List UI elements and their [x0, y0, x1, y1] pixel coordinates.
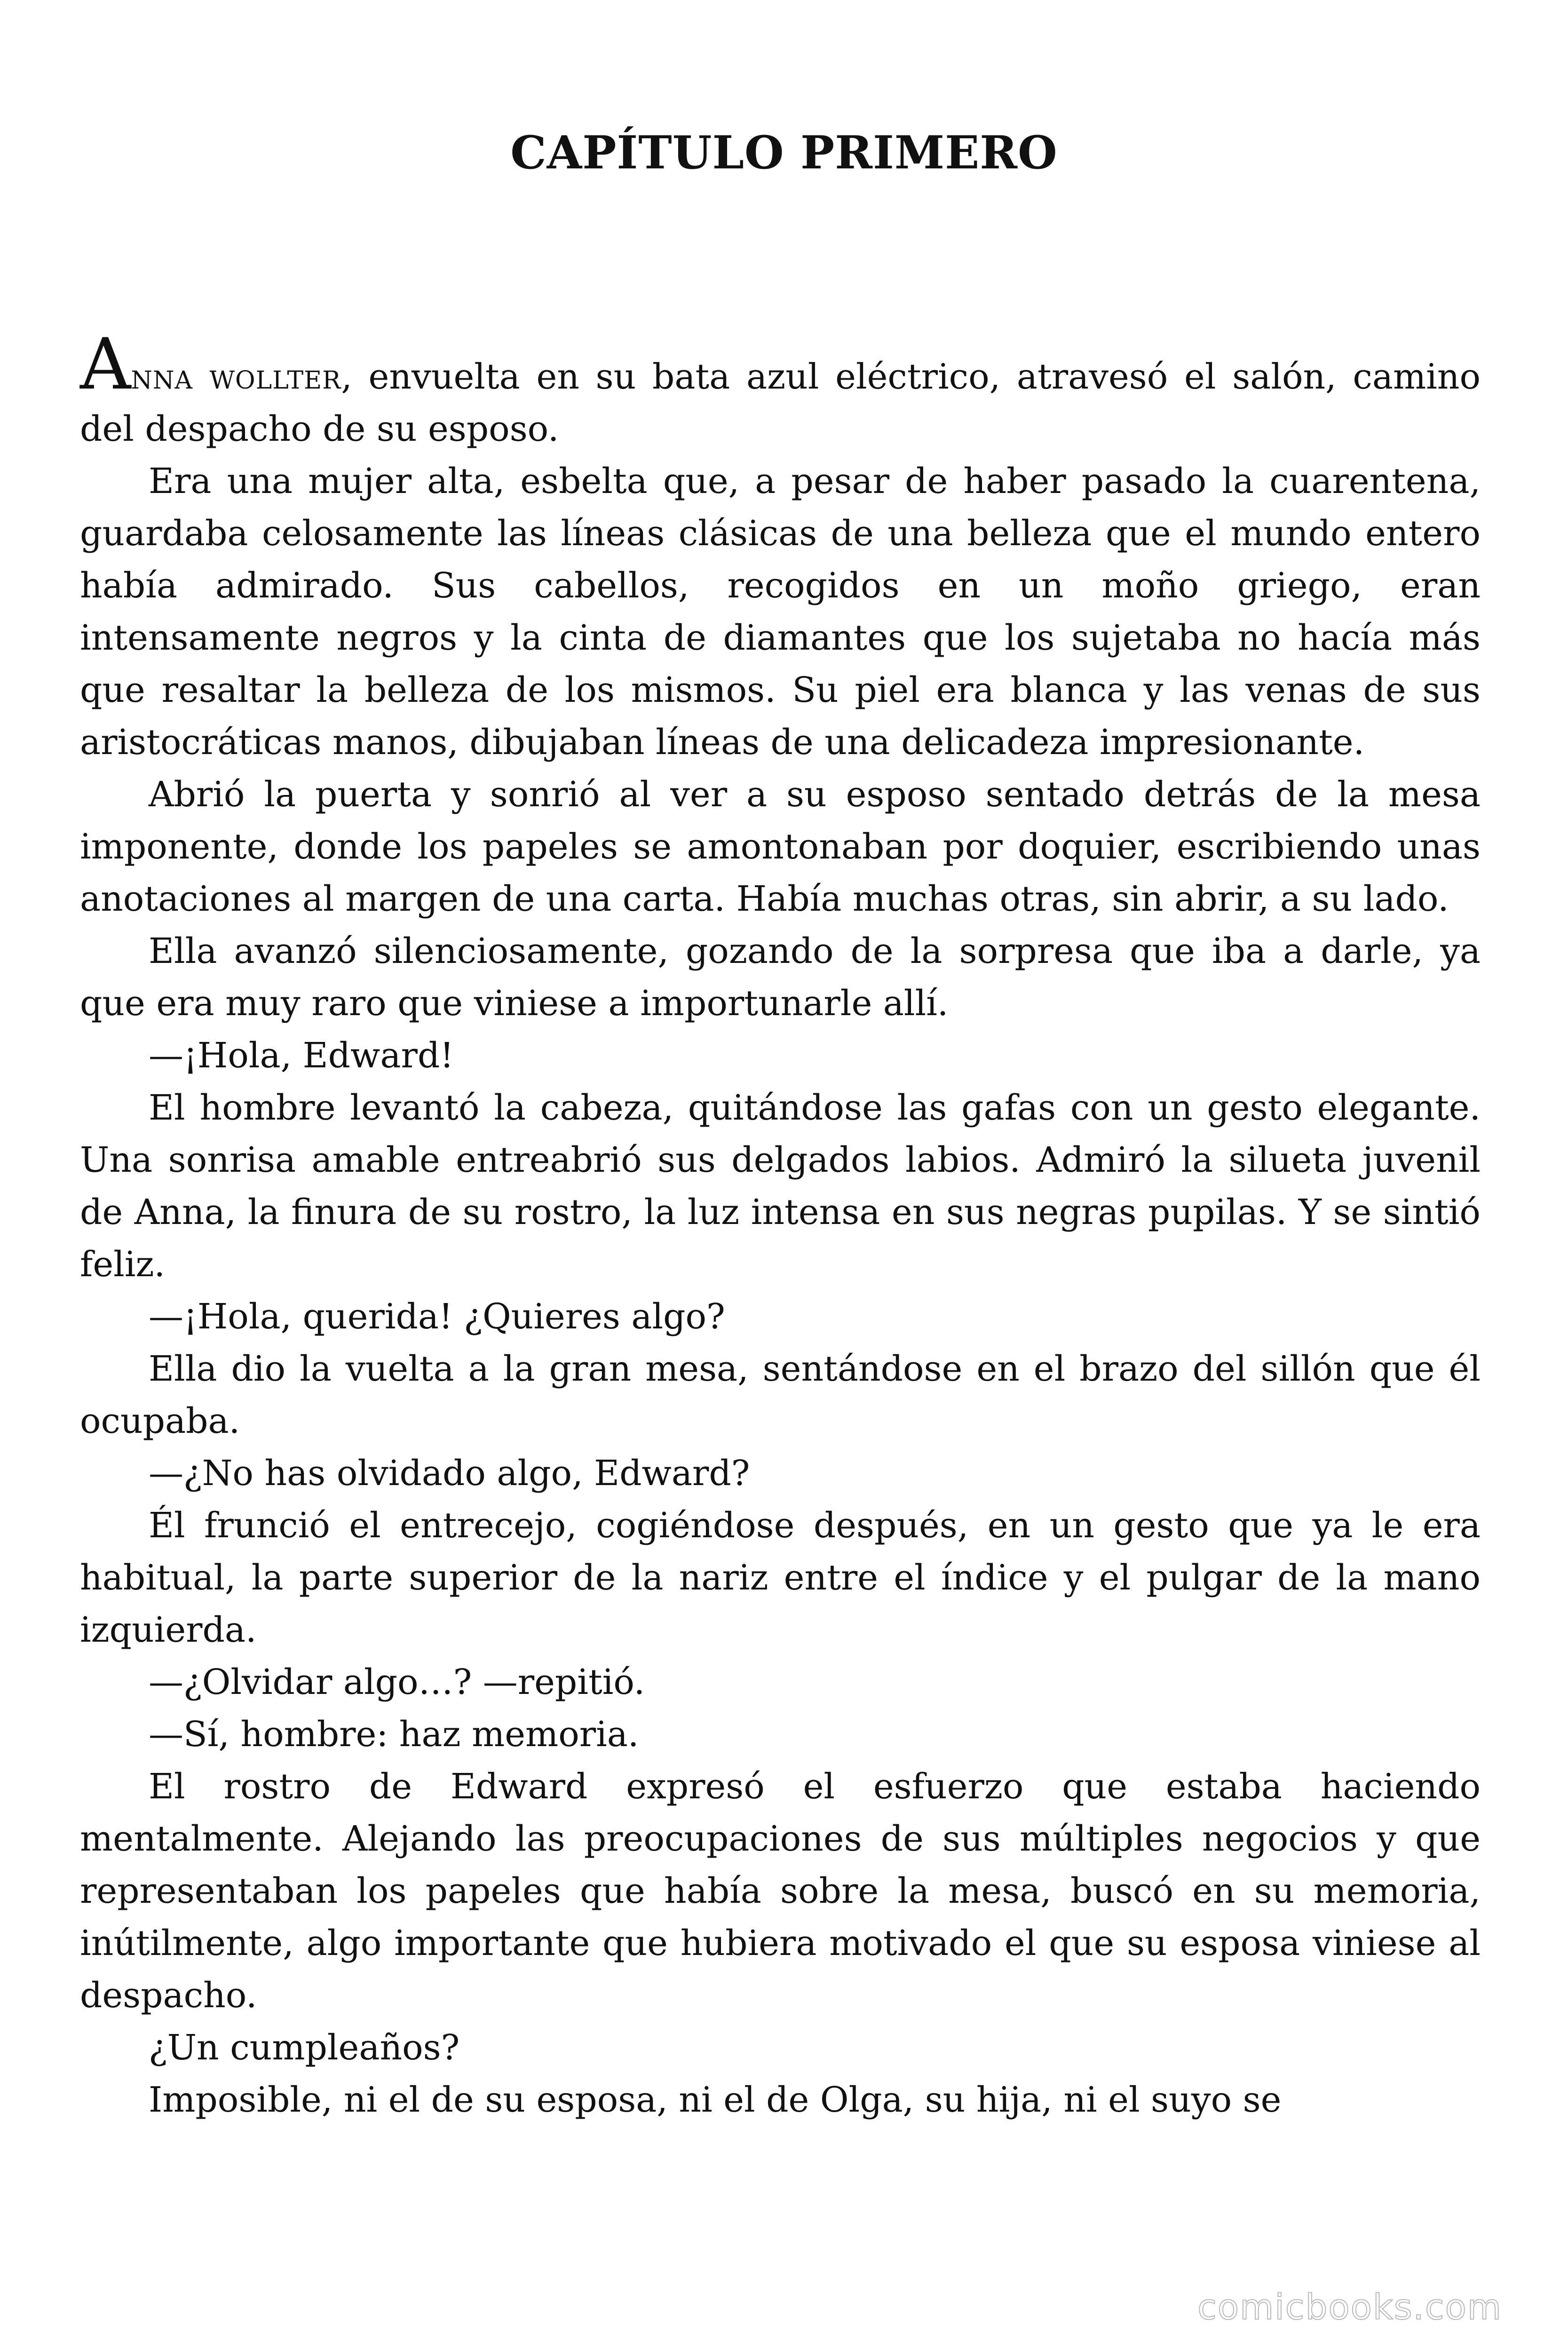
- paragraph-6: El hombre levantó la cabeza, quitándose las gafas con un gesto elegante. Una sonrisa amable entreabrió sus delgados labios. Admiró la silueta juvenil de Anna, la finura de su rostro, la luz intensa en sus negras pupilas. Y se sintió feliz.: [80, 1088, 1481, 1285]
- drop-cap: A: [80, 324, 131, 405]
- dialogue-line: —¿Olvidar algo…? —repitió.: [149, 1662, 645, 1702]
- paragraph-8: Ella dio la vuelta a la gran mesa, sentándose en el brazo del sillón que él ocupaba.: [80, 1349, 1481, 1441]
- watermark: comicbooks.com: [1197, 2287, 1502, 2328]
- paragraph-10: Él frunció el entrecejo, cogiéndose después, en un gesto que ya le era habitual, la parte superior de la nariz entre el índice y el pulgar de la mano izquierda.: [80, 1505, 1481, 1650]
- paragraph-3: Abrió la puerta y sonrió al ver a su esposo sentado detrás de la mesa imponente, donde los papeles se amontonaban por doquier, escribiendo unas anotaciones al margen de una carta. Había muchas otras, sin abrir, a su lado.: [80, 774, 1481, 919]
- paragraph-1: [80, 324, 1481, 455]
- paragraph-2: Era una mujer alta, esbelta que, a pesar de haber pasado la cuarentena, guardaba celosamente las líneas clásicas de una belleza que el mundo entero había admirado. Sus cabellos, recogidos en un moño griego, eran intensamente negros y la cinta de diamantes que los sujetaba no hacía más que resaltar la belleza de los mismos. Su piel era blanca y las venas de sus aristocráticas manos, dibujaban líneas de una delicadeza impresionante.: [80, 461, 1481, 763]
- chapter-body: [80, 324, 1481, 2126]
- dialogue-line: —¿No has olvidado algo, Edward?: [149, 1453, 750, 1494]
- dialogue-line: —Sí, hombre: haz memoria.: [149, 1714, 639, 1755]
- dialogue-line: —¡Hola, Edward!: [149, 1035, 454, 1076]
- chapter-title: CAPÍTULO PRIMERO: [510, 126, 1058, 179]
- paragraph-15: Imposible, ni el de su esposa, ni el de Olga, su hija, ni el suyo se: [149, 2080, 1282, 2120]
- paragraph-13: El rostro de Edward expresó el esfuerzo que estaba haciendo mentalmente. Alejando las preocupaciones de sus múltiples negocios y que representaban los papeles que había sobre la mesa, buscó en su memoria, inútilmente, algo importante que hubiera motivado el que su esposa viniese al despacho.: [80, 1766, 1481, 2016]
- paragraph-4: Ella avanzó silenciosamente, gozando de la sorpresa que iba a darle, ya que era muy raro que viniese a importunarle allí.: [80, 931, 1481, 1024]
- paragraph-14: ¿Un cumpleaños?: [149, 2027, 460, 2068]
- dialogue-line: —¡Hola, querida! ¿Quieres algo?: [149, 1296, 725, 1337]
- paragraph-1-text: , envuelta en su bata azul eléctrico, atravesó el salón, camino del despacho de su esposo.: [80, 357, 1481, 449]
- small-caps-name: nna wollter: [131, 357, 341, 397]
